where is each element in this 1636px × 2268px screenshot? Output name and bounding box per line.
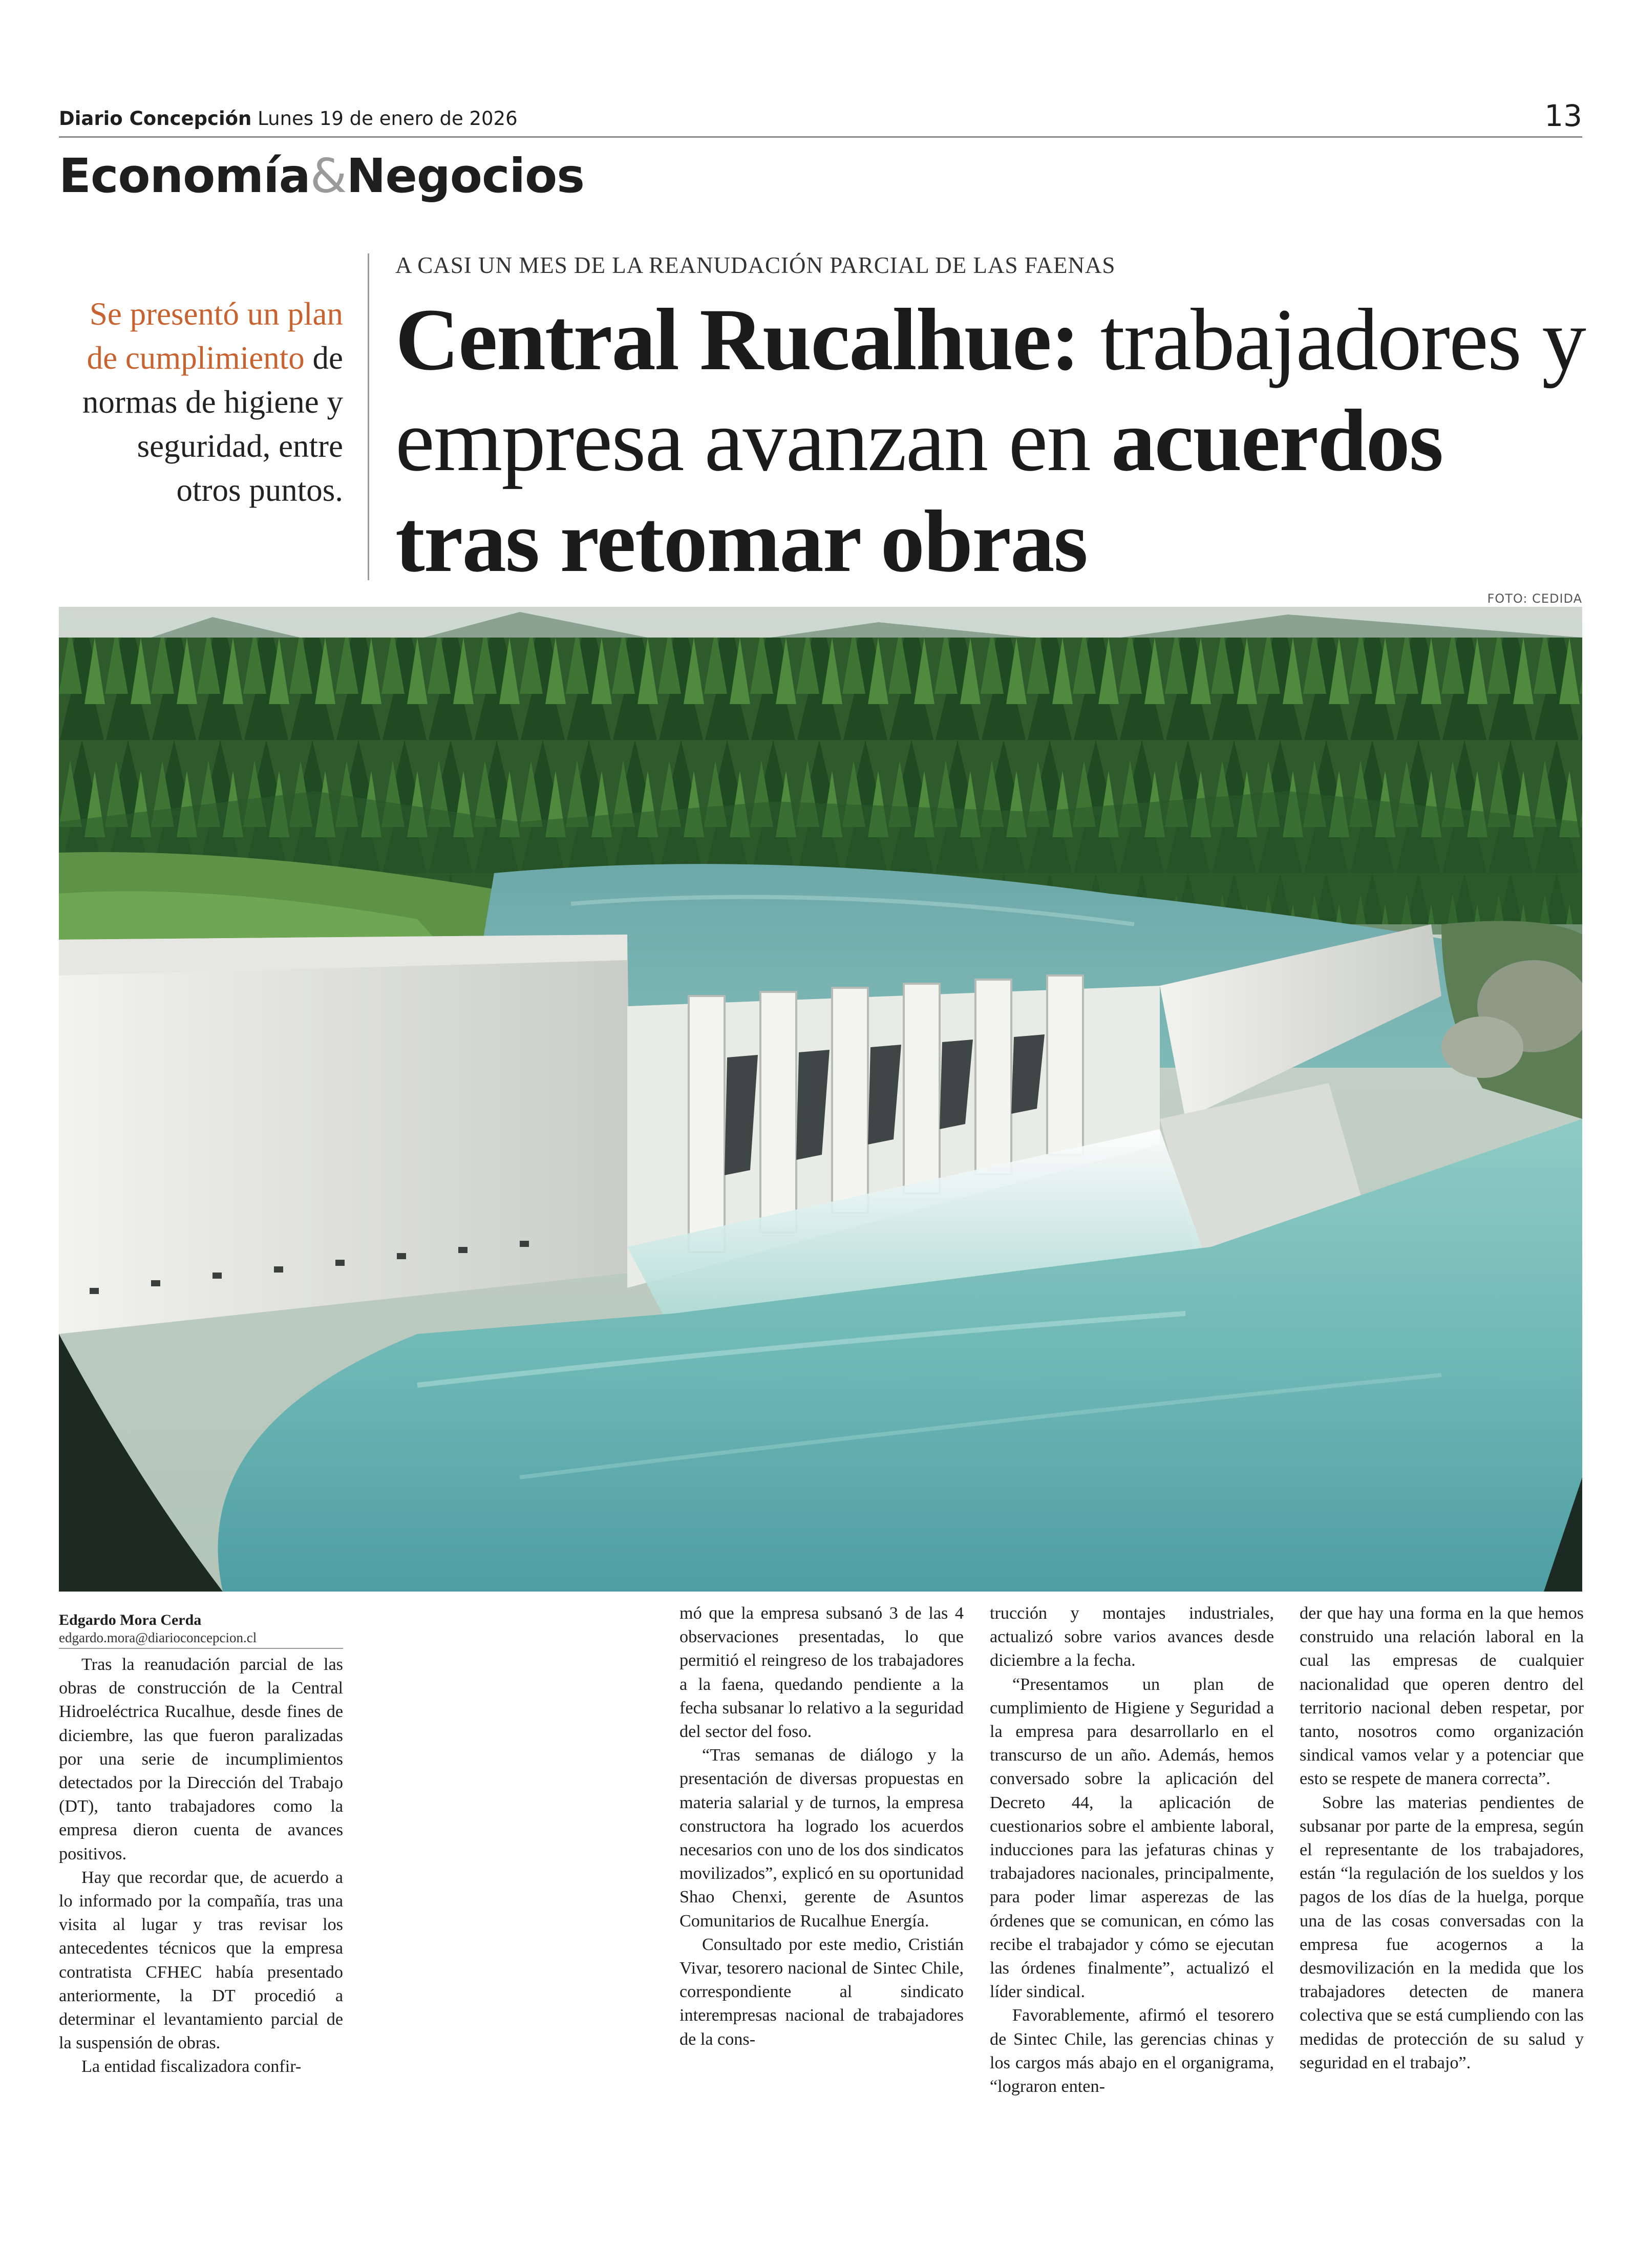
section-ampersand: & bbox=[310, 149, 347, 203]
dam-photo bbox=[59, 607, 1582, 1592]
masthead-line bbox=[59, 108, 518, 130]
paragraph: Tras la reanudación parcial de las obras de construcción de la Central Hidroeléctrica Rucalhue, desde fines de diciembre, las que fueron paralizadas por una serie de incumplimientos detectados por la Dirección del Trabajo (DT), tanto trabajadores como la empresa dieron cuenta de avances positivos. bbox=[59, 1655, 343, 1863]
photo-credit: FOTO: CEDIDA bbox=[1487, 591, 1582, 606]
byline-rule bbox=[59, 1648, 343, 1649]
section-title bbox=[59, 149, 584, 203]
headline bbox=[395, 289, 1588, 592]
paragraph: trucción y montajes industriales, actualizó sobre varios avances desde diciembre a la fecha. bbox=[990, 1604, 1274, 1670]
paragraph: der que hay una forma en la que hemos construido una relación laboral en la cual las empresas de cualquier nacionalidad que operen dentro del territorio nacional deben respetar, por tanto, nosotros como organización sindical vamos velar y a potenciar que esto se respete de manera correcta”. bbox=[1300, 1604, 1584, 1789]
lead-divider bbox=[368, 253, 369, 580]
headline-part2: trabajadores y empresa avanzan en bbox=[395, 291, 1585, 490]
headline-part3: acuerdos tras retomar obras bbox=[395, 392, 1443, 590]
paragraph: Sobre las materias pendientes de subsanar por parte de la empresa, según el representante de los trabajadores, están “la regulación de los sueldos y los pagos de los días de la huelga, porque una de las cosas conversadas con la empresa fue acogernos a la desmovilización en la medida que los trabajadores detecten de manera colectiva que se está cumpliendo con las medidas de protección de su salud y seguridad en el trabajo”. bbox=[1300, 1793, 1584, 2072]
paragraph: mó que la empresa subsanó 3 de las 4 observaciones presentadas, lo que permitió el reingreso de los trabajadores a la faena, quedando pendiente a la fecha subsanar lo relativo a la seguridad del sector del foso. bbox=[679, 1604, 964, 1742]
byline-author: Edgardo Mora Cerda bbox=[59, 1612, 202, 1628]
paragraph: Consultado por este medio, Cristián Vivar, tesorero nacional de Sintec Chile, correspondiente al sindicato interempresas nacional de trabajadores de la cons- bbox=[679, 1935, 964, 2049]
newspaper-name: Diario Concepción bbox=[59, 108, 252, 130]
body-column-1 bbox=[59, 1653, 343, 2079]
paragraph: “Presentamos un plan de cumplimiento de Higiene y Seguridad a la empresa para desarrollarlo en el transcurso de un año. Además, hemos conversado sobre la aplicación del Decreto 44, la aplicación de cuestionarios sobre el ambiente laboral, inducciones para las jefaturas chinas y trabajadores nacionales, principalmente, para poder limar asperezas de las órdenes que se comunican, en cómo las recibe el trabajador y cómo se ejecutan las órdenes finalmente”, actualizó el líder sindical. bbox=[990, 1674, 1274, 2002]
kicker: A CASI UN MES DE LA REANUDACIÓN PARCIAL DE LAS FAENAS bbox=[395, 252, 1116, 278]
lead-text: de normas de higiene y seguridad, entre otros puntos. bbox=[82, 340, 343, 508]
byline-email[interactable]: edgardo.mora@diarioconcepcion.cl bbox=[59, 1630, 257, 1645]
header-rule bbox=[59, 136, 1582, 138]
article-lead bbox=[67, 292, 343, 512]
section-title-part2: Negocios bbox=[346, 149, 585, 203]
body-column-4 bbox=[1300, 1602, 1584, 2075]
paragraph: Favorablemente, afirmó el tesorero de Sintec Chile, las gerencias chinas y los cargos más abajo en el organigrama, “lograron enten- bbox=[990, 2006, 1274, 2096]
body-column-2 bbox=[679, 1602, 964, 2051]
body-column-3 bbox=[990, 1602, 1274, 2099]
paragraph: La entidad fiscalizadora confir- bbox=[81, 2057, 302, 2076]
lead-highlight: Se presentó un plan de cumplimiento bbox=[87, 296, 343, 376]
edition-date: Lunes 19 de enero de 2026 bbox=[258, 108, 518, 130]
headline-part1: Central Rucalhue: bbox=[395, 291, 1079, 389]
paragraph: “Tras semanas de diálogo y la presentación de diversas propuestas en materia salarial y de turnos, la empresa constructora ha logrado los acuerdos necesarios con uno de los dos sindicatos movilizados”, explicó en su oportunidad Shao Chenxi, gerente de Asuntos Comunitarios de Rucalhue Energía. bbox=[679, 1746, 964, 1931]
section-title-part1: Economía bbox=[59, 149, 310, 203]
paragraph: Hay que recordar que, de acuerdo a lo informado por la compañía, tras una visita al lugar y tras revisar los antecedentes técnicos que la empresa contratista CFHEC había presentado anteriormente, la DT procedió a determinar el levantamiento parcial de la suspensión de obras. bbox=[59, 1868, 343, 2053]
dam-illustration bbox=[59, 607, 1582, 1592]
page-number: 13 bbox=[1544, 98, 1582, 133]
